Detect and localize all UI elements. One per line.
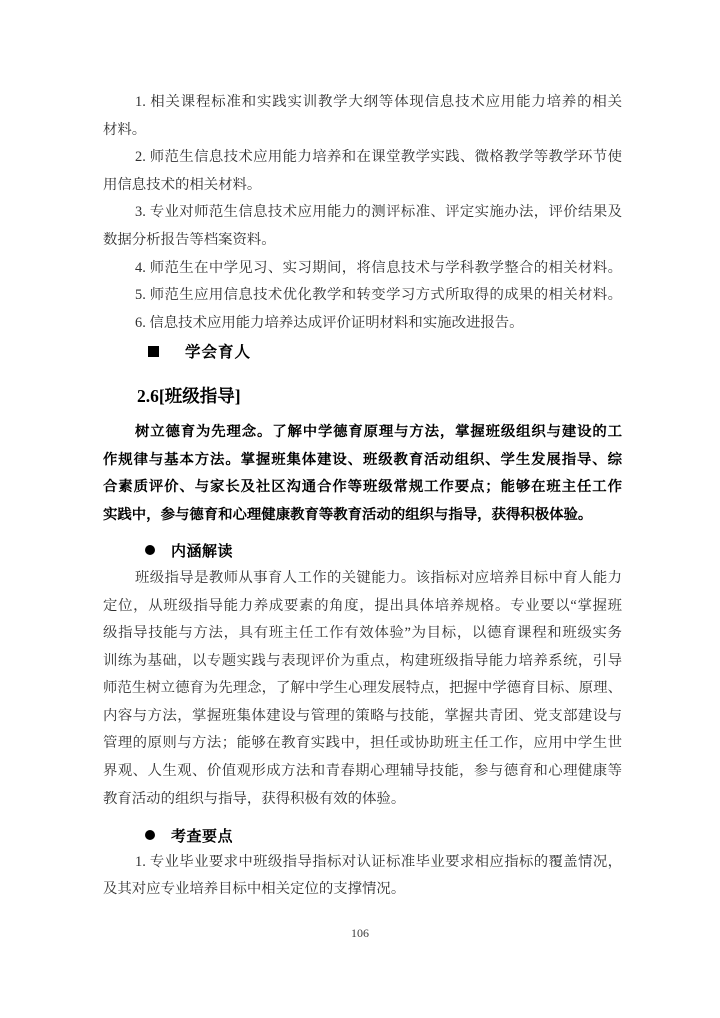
- text-line: 合素质评价、与家长及社区沟通合作等班级常规工作要点；能够在班主任工作: [103, 479, 622, 496]
- text-line: 师范生树立德育为先理念，了解中学生心理发展特点，把握中学德育目标、原理、: [103, 680, 622, 697]
- dot-bullet-icon: [145, 545, 155, 555]
- section-banner: [103, 337, 622, 365]
- text-line: 及其对应专业培养目标中相关定位的支撑情况。: [103, 881, 406, 898]
- connotation-paragraph: [103, 565, 622, 813]
- review-heading-label: 考查要点: [171, 828, 234, 845]
- text-line: 训练为基础，以专题实践与表现评价为重点，构建班级指导能力培养系统，引导: [103, 652, 622, 669]
- materials-item-1-line-1: 1. 相关课程标准和实践实训教学大纲等体现信息技术应用能力培养的相关: [135, 94, 622, 110]
- text-line: 界观、人生观、价值观形成方法和青春期心理辅导技能，参与德育和心理健康等: [103, 763, 622, 780]
- requirement-paragraph: [103, 419, 622, 529]
- materials-item-2-line-2: 用信息技术的相关材料。: [103, 176, 262, 193]
- text-line: 1. 专业毕业要求中班级指导指标对认证标准毕业要求相应指标的覆盖情况，: [135, 853, 622, 870]
- text-line: 内容与方法，掌握班集体建设与管理的策略与技能，掌握共青团、党支部建设与: [103, 707, 622, 724]
- materials-item-2-line-1: 2. 师范生信息技术应用能力培养和在课堂教学实践、微格教学等教学环节使: [135, 149, 622, 166]
- text-line: 级指导技能与方法，具有班主任工作有效体验”为目标，以德育课程和班级实务: [103, 625, 622, 642]
- materials-item-6-line-1: 6. 信息技术应用能力培养达成评价证明材料和实施改进报告。: [135, 314, 524, 331]
- text-line: 树立德育为先理念。了解中学德育原理与方法，掌握班级组织与建设的工: [135, 423, 622, 440]
- text-line: 实践中，参与德育和心理健康教育等教育活动的组织与指导，获得积极体验。: [103, 506, 593, 523]
- section-banner-label: 学会育人: [185, 344, 252, 362]
- text-line: 教育活动的组织与指导，获得积极有效的体验。: [103, 790, 406, 807]
- square-bullet-icon: [148, 346, 159, 357]
- section-heading: 2.6[班级指导]: [137, 385, 241, 406]
- materials-item-4-line-1: 4. 师范生在中学见习、实习期间，将信息技术与学科教学整合的相关材料。: [135, 259, 622, 276]
- materials-item-1-line-2: 材料。: [103, 121, 147, 138]
- materials-item-3-line-2: 数据分析报告等档案资料。: [103, 231, 276, 248]
- text-line: 定位，从班级指导能力养成要素的角度，提出具体培养规格。专业要以“掌握班: [103, 597, 622, 614]
- page-number: 106: [351, 926, 369, 940]
- text-line: 班级指导是教师从事育人工作的关键能力。该指标对应培养目标中育人能力: [135, 569, 622, 586]
- connotation-heading-label: 内涵解读: [171, 543, 234, 560]
- text-line: 管理的原则与方法；能够在教育实践中，担任或协助班主任工作，应用中学生世: [103, 735, 622, 752]
- review-paragraph: [103, 849, 622, 904]
- text-line: 作规律与基本方法。掌握班集体建设、班级教育活动组织、学生发展指导、综: [103, 451, 622, 468]
- page-content: [103, 89, 622, 904]
- dot-bullet-icon: [145, 830, 155, 840]
- connotation-heading-row: [103, 536, 622, 564]
- materials-item-5-line-1: 5. 师范生应用信息技术优化教学和转变学习方式所取得的成果的相关材料。: [135, 287, 622, 304]
- materials-item-3-line-1: 3. 专业对师范生信息技术应用能力的测评标准、评定实施办法，评价结果及: [135, 204, 622, 221]
- review-heading-row: [103, 821, 622, 849]
